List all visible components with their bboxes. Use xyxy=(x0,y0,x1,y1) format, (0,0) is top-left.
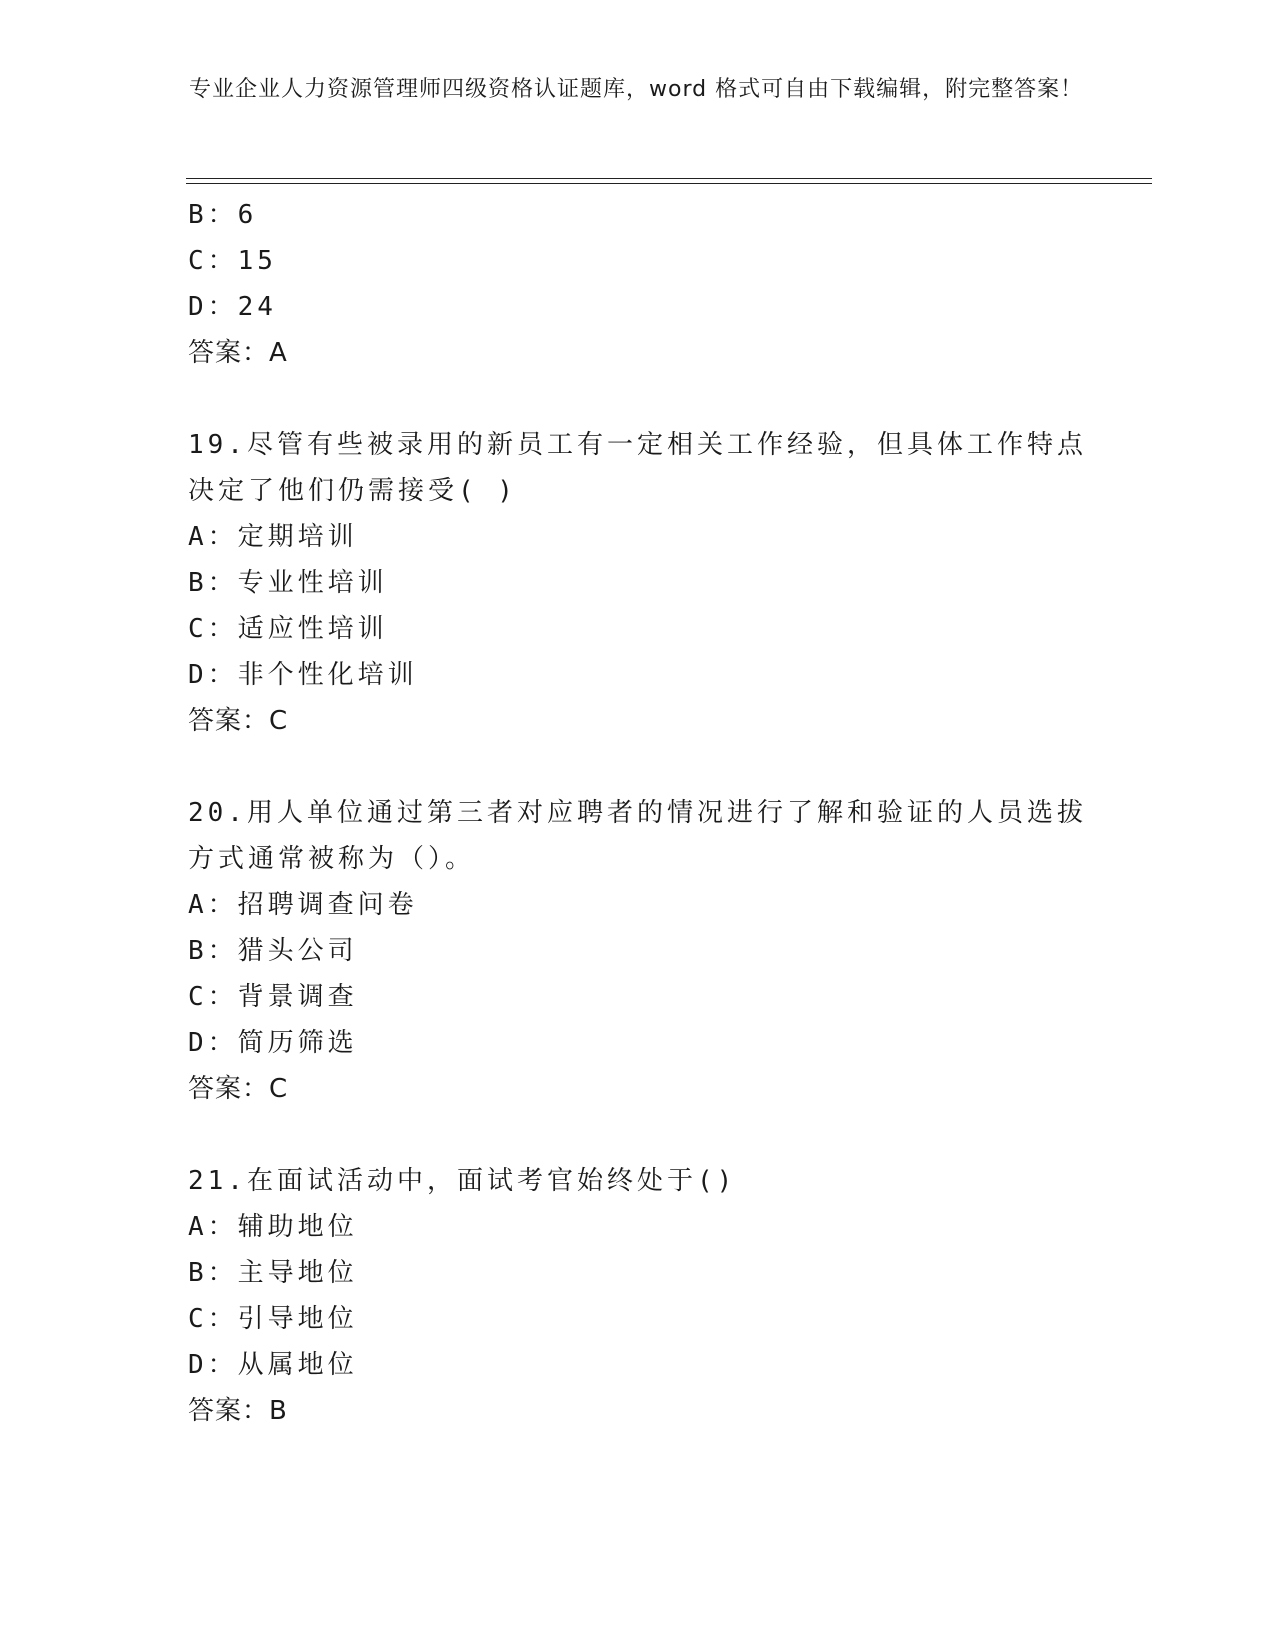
answer-line: 答案：C xyxy=(188,1074,289,1104)
option-d: D：简历筛选 xyxy=(188,1028,358,1058)
option-a: A：定期培训 xyxy=(188,522,358,552)
question-text: 20.用人单位通过第三者对应聘者的情况进行了解和验证的人员选拔方式通常被称为（）。 xyxy=(188,798,1087,874)
prev-question-tail xyxy=(188,192,1088,376)
option-b: B：6 xyxy=(188,200,258,230)
spacer xyxy=(188,376,1088,422)
header-divider-top xyxy=(186,178,1152,179)
option-d: D：非个性化培训 xyxy=(188,660,418,690)
question-20 xyxy=(188,790,1088,1112)
option-c: C：适应性培训 xyxy=(188,614,388,644)
header-divider-bottom xyxy=(186,183,1152,184)
option-c: C：引导地位 xyxy=(188,1304,358,1334)
option-a: A：招聘调查问卷 xyxy=(188,890,418,920)
answer-line: 答案：A xyxy=(188,338,288,368)
option-c: C：背景调查 xyxy=(188,982,358,1012)
question-list xyxy=(188,192,1088,1434)
spacer xyxy=(188,1112,1088,1158)
option-d: D：24 xyxy=(188,292,277,322)
option-d: D：从属地位 xyxy=(188,1350,358,1380)
option-b: B：主导地位 xyxy=(188,1258,358,1288)
spacer xyxy=(188,744,1088,790)
option-c: C：15 xyxy=(188,246,277,276)
question-21 xyxy=(188,1158,1088,1434)
question-text: 21.在面试活动中，面试考官始终处于() xyxy=(188,1166,737,1196)
question-19 xyxy=(188,422,1088,744)
answer-line: 答案：B xyxy=(188,1396,288,1426)
question-text: 19.尽管有些被录用的新员工有一定相关工作经验，但具体工作特点决定了他们仍需接受( ) xyxy=(188,430,1087,506)
option-b: B：猎头公司 xyxy=(188,936,358,966)
option-b: B：专业性培训 xyxy=(188,568,388,598)
option-a: A：辅助地位 xyxy=(188,1212,358,1242)
document-header: 专业企业人力资源管理师四级资格认证题库，word 格式可自由下载编辑，附完整答案！ xyxy=(189,77,1084,102)
answer-line: 答案：C xyxy=(188,706,289,736)
